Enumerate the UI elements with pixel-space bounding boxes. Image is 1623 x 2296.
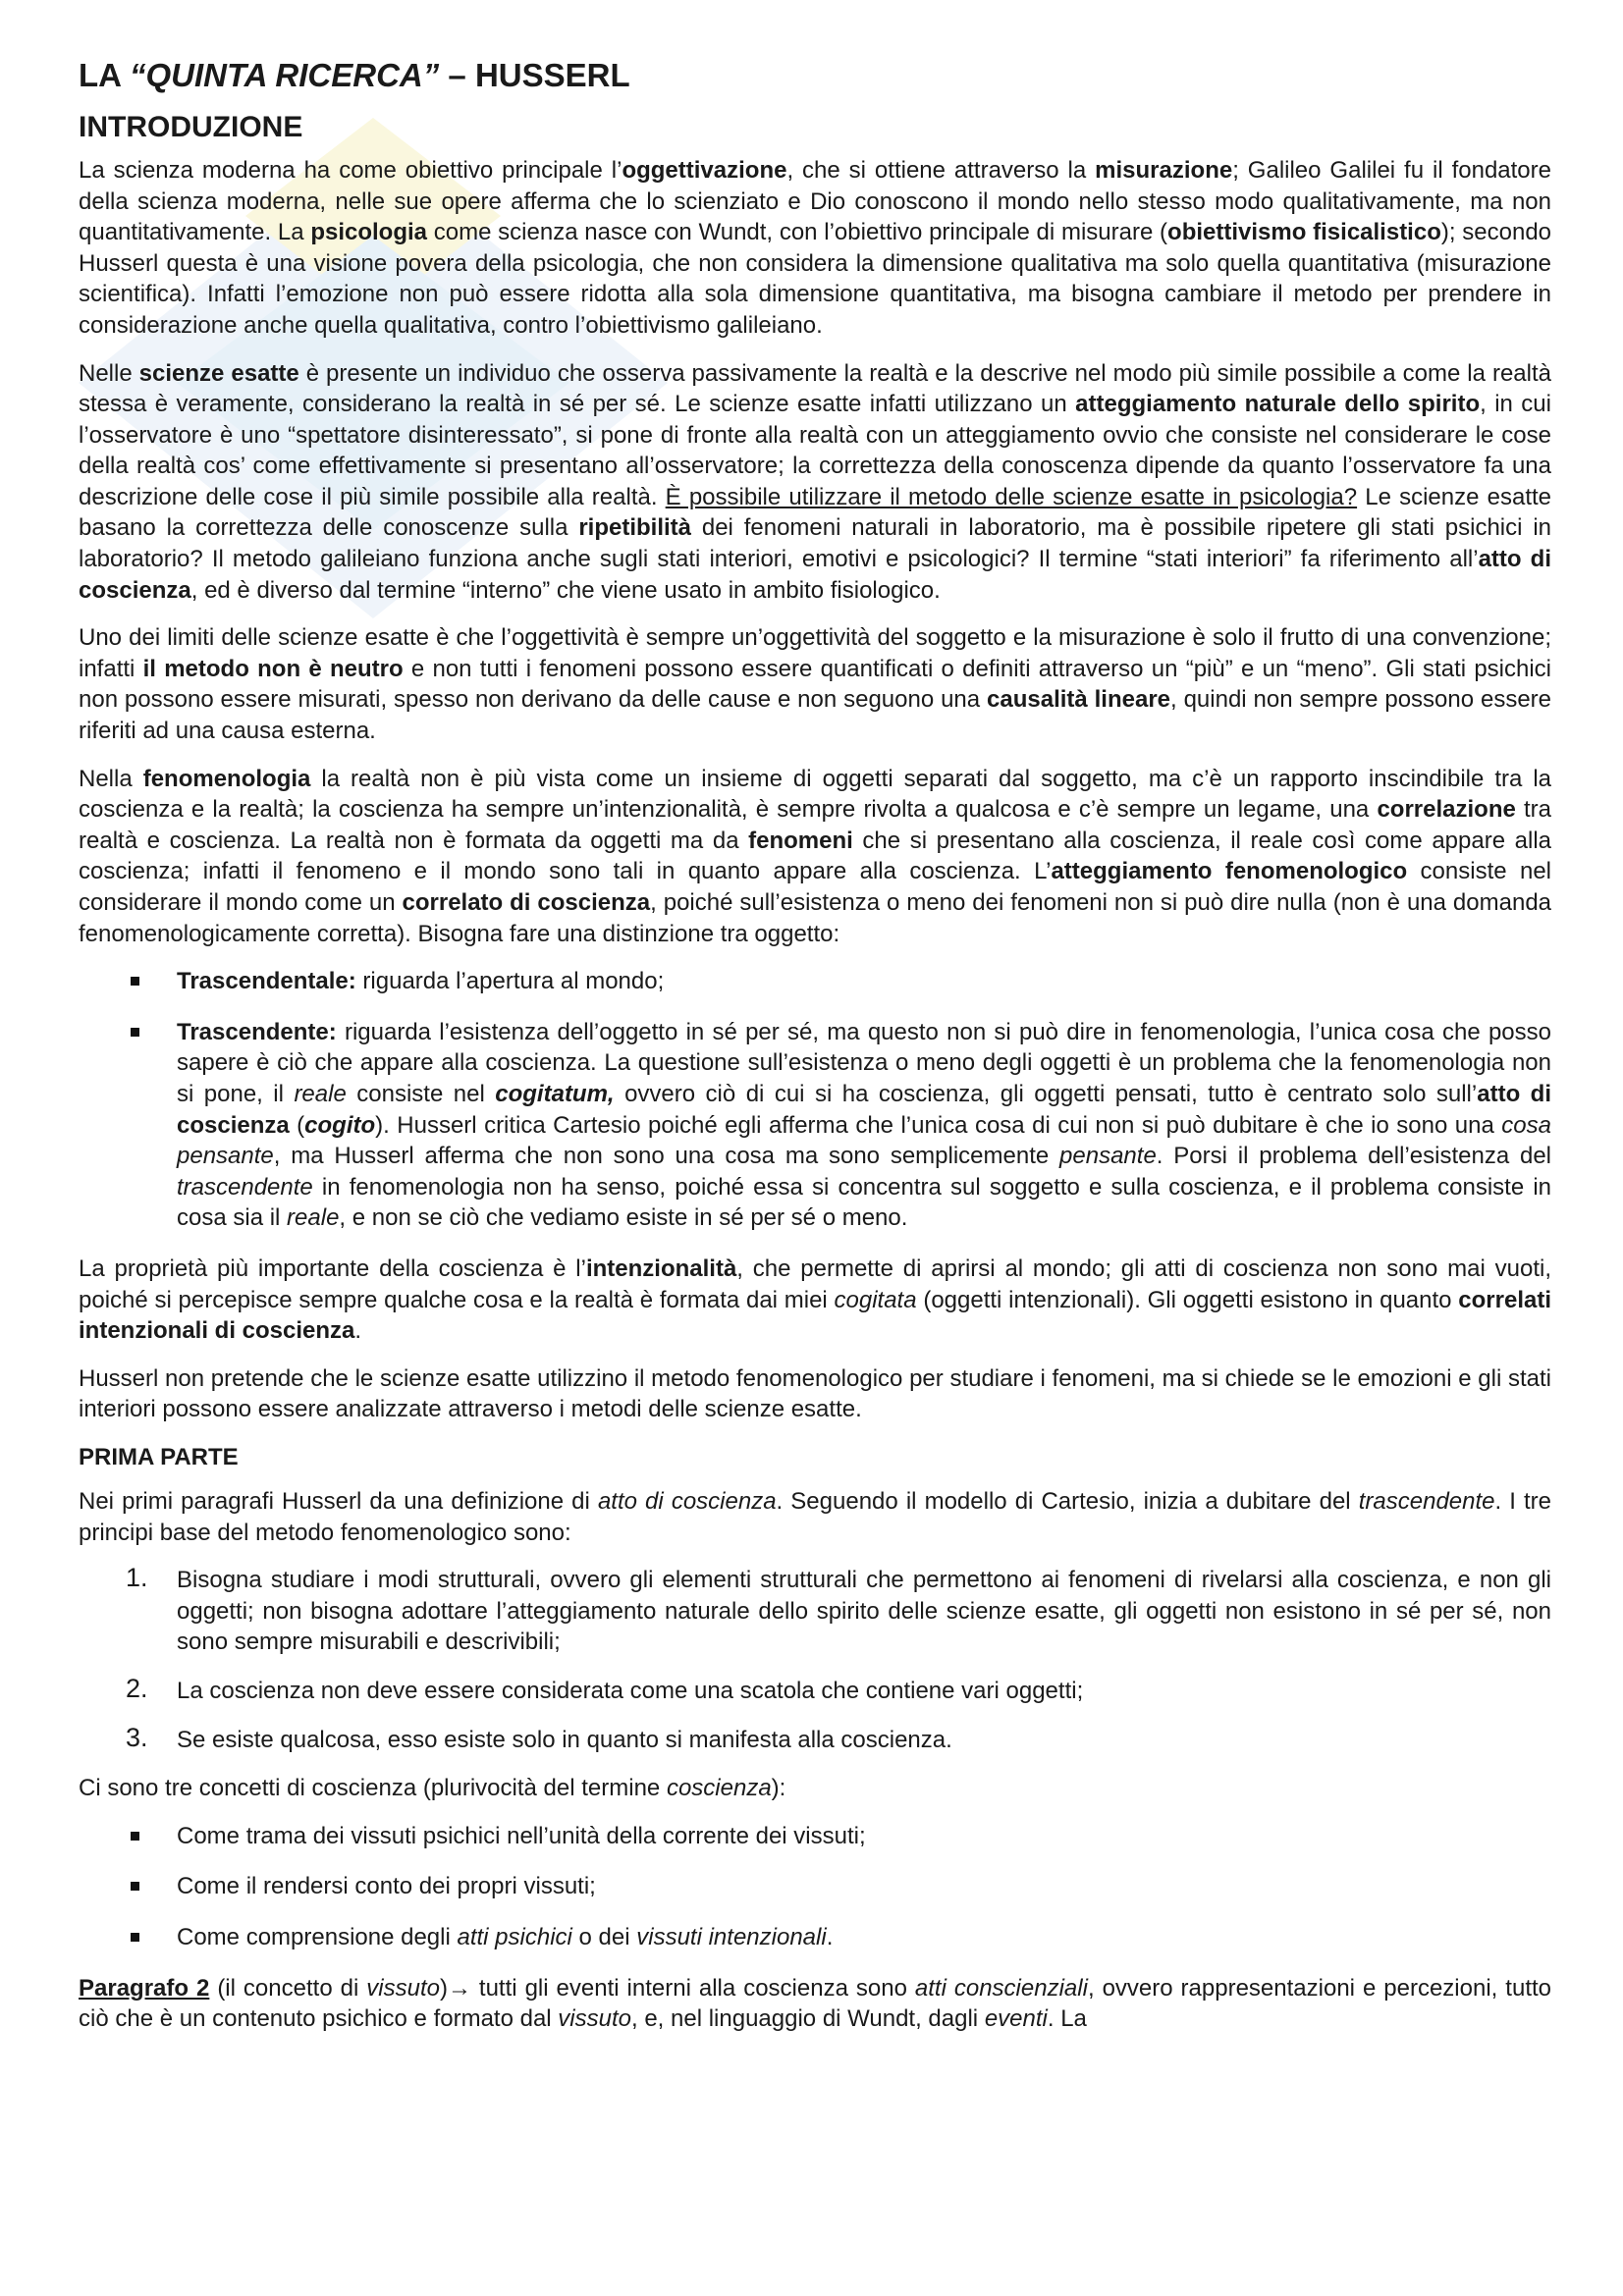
paragraph-oggettivazione: La scienza moderna ha come obiettivo principale l’oggettivazione, che si ottiene attraverso la misurazione; Galileo Galilei fu il fondatore della scienza moderna, nelle sue opere afferma che lo scienziato e Dio conoscono il mondo nello stesso modo qualitativamente, ma non quantitativamente. La psicologia come scienza nasce con Wundt, con l’obiettivo principale di misurare (obiettivismo fisicalistico); secondo Husserl questa è una visione povera della psicologia, che non considera la dimensione qualitativa ma solo quella quantitativa (misurazione scientifica). Infatti l’emozione non può essere ridotta alla sola dimensione quantitativa, ma bisogna cambiare il metodo per prendere in considerazione anche quella qualitativa, contro l’obiettivismo galileiano. (79, 156, 1552, 339)
list-item: Trascendente: riguarda l’esistenza dell’oggetto in sé per sé, ma questo non si può dire in fenomenologia, l’unica cosa che posso sapere è ciò che appare alla coscienza. La questione sull’esistenza o meno degli oggetti è un problema che la fenomenologia non si pone, il reale consiste nel cogitatum, ovvero ciò di cui si ha coscienza, gli oggetti pensati, tutto è centrato solo sull’atto di coscienza (cogito). Husserl critica Cartesio poiché egli afferma che l’unica cosa di cui non si può dubitare è che io sono una cosa pensante, ma Husserl afferma che non sono una cosa ma sono semplicemente pensante. Porsi il problema dell’esistenza del trascendente in fenomenologia non ha senso, poiché essa si concentra sul soggetto e sulla coscienza, e il problema consiste in cosa sia il reale, e non se ciò che vediamo esiste in sé per sé o meno. (79, 1017, 1551, 1234)
paragraph-fenomenologia: Nella fenomenologia la realtà non è più vista come un insieme di oggetti separati dal soggetto, ma c’è un rapporto inscindibile tra la coscienza e la realtà; la coscienza ha sempre un’intenzionalità, è sempre rivolta a qualcosa e c’è sempre un legame, una correlazione tra realtà e coscienza. La realtà non è formata da oggetti ma da fenomeni che si presentano alla coscienza, il reale così come appare alla coscienza; infatti il fenomeno e il mondo sono tali in quanto appare alla coscienza. L’atteggiamento fenomenologico consiste nel considerare il mondo come un correlato di coscienza, poiché sull’esistenza o meno dei fenomeni non si può dire nulla (non è una domanda fenomenologicamente corretta). Bisogna fare una distinzione tra oggetto: (79, 765, 1552, 947)
document-title: LA “QUINTA RICERCA” – HUSSERL (79, 57, 630, 93)
paragraph-intenzionalita: La proprietà più importante della coscienza è l’intenzionalità, che permette di aprirsi al mondo; gli atti di coscienza non sono mai vuoti, poiché si percepisce sempre qualche cosa e la realtà è formata dai miei cogitata (oggetti intenzionali). Gli oggetti esistono in quanto correlati intenzionali di coscienza. (79, 1255, 1552, 1345)
document-body (79, 57, 1551, 2035)
list-item: 2. La coscienza non deve essere considerata come una scatola che contiene vari oggetti; (126, 1674, 1084, 1705)
paragraph-scienze-esatte: Nelle scienze esatte è presente un individuo che osserva passivamente la realtà e la descrive nel modo più simile possibile a come la realtà stessa è veramente, considerano la realtà in sé per sé. Le scienze esatte infatti utilizzano un atteggiamento naturale dello spirito, in cui l’osservatore è uno “spettatore disinteressato”, si pone di fronte alla realtà con un atteggiamento ovvio che consiste nel considerare le cose della realtà cos’ come effettivamente si presentano all’osservatore; la correttezza della conoscenza dipende da quanto l’osservatore fa una descrizione delle cose il più simile possibile alla realtà. È possibile utilizzare il metodo delle scienze esatte in psicologia? Le scienze esatte basano la correttezza delle conoscenze sulla ripetibilità dei fenomeni naturali in laboratorio, ma è possibile ripetere gli stati psichici in laboratorio? Il metodo galileiano funziona anche sugli stati interiori, emotivi e psicologici? Il termine “stati interiori” fa riferimento all’atto di coscienza, ed è diverso dal termine “interno” che viene usato in ambito fisiologico. (79, 359, 1552, 604)
bullet-list-concetti (79, 1821, 1551, 1953)
heading-prima-parte: PRIMA PARTE (79, 1443, 239, 1470)
numbered-list-principi (79, 1565, 1551, 1755)
list-item: Trascendentale: riguarda l’apertura al mondo; (79, 966, 1551, 997)
paragraph-primi-paragrafi: Nei primi paragrafi Husserl da una definizione di atto di coscienza. Seguendo il modello di Cartesio, inizia a dubitare del trascendente. I tre principi base del metodo fenomenologico sono: (79, 1488, 1552, 1546)
paragraph-husserl-scienze: Husserl non pretende che le scienze esatte utilizzino il metodo fenomenologico per studiare i fenomeni, ma si chiede se le emozioni e gli stati interiori possono essere analizzate attraverso i metodi delle scienze esatte. (79, 1364, 1551, 1423)
list-item: 3. Se esiste qualcosa, esso esiste solo in quanto si manifesta alla coscienza. (126, 1722, 952, 1753)
paragraph-paragrafo-2: Paragrafo 2 (il concetto di vissuto)→ tutti gli eventi interni alla coscienza sono atti conscienziali, ovvero rappresentazioni e percezioni, tutto ciò che è un contenuto psichico e formato dal vissuto, e, nel linguaggio di Wundt, dagli eventi. La (79, 1974, 1551, 2033)
list-item: 1. Bisogna studiare i modi strutturali, ovvero gli elementi strutturali che permettono ai fenomeni di rivelarsi alla coscienza, e non gli oggetti; non bisogna adottare l’atteggiamento naturale dello spirito delle scienze esatte, gli oggetti non esistono in sé per sé, non sono sempre misurabili e descrivibili; (126, 1563, 1551, 1656)
list-item: Come comprensione degli atti psichici o dei vissuti intenzionali. (79, 1922, 1551, 1953)
heading-introduzione: INTRODUZIONE (79, 110, 303, 143)
paragraph-limiti: Uno dei limiti delle scienze esatte è che l’oggettività è sempre un’oggettività del soggetto e la misurazione è solo il frutto di una convenzione; infatti il metodo non è neutro e non tutti i fenomeni possono essere quantificati o definiti attraverso un “più” e un “meno”. Gli stati psichici non possono essere misurati, spesso non derivano da delle cause e non seguono una causalità lineare, quindi non sempre possono essere riferiti ad una causa esterna. (79, 624, 1552, 745)
list-item: Come il rendersi conto dei propri vissuti; (79, 1871, 1551, 1902)
bullet-list-oggetto (79, 966, 1551, 1234)
list-item: Come trama dei vissuti psichici nell’unità della corrente dei vissuti; (79, 1821, 1551, 1852)
paragraph-concetti-coscienza: Ci sono tre concetti di coscienza (plurivocità del termine coscienza): (79, 1775, 786, 1802)
